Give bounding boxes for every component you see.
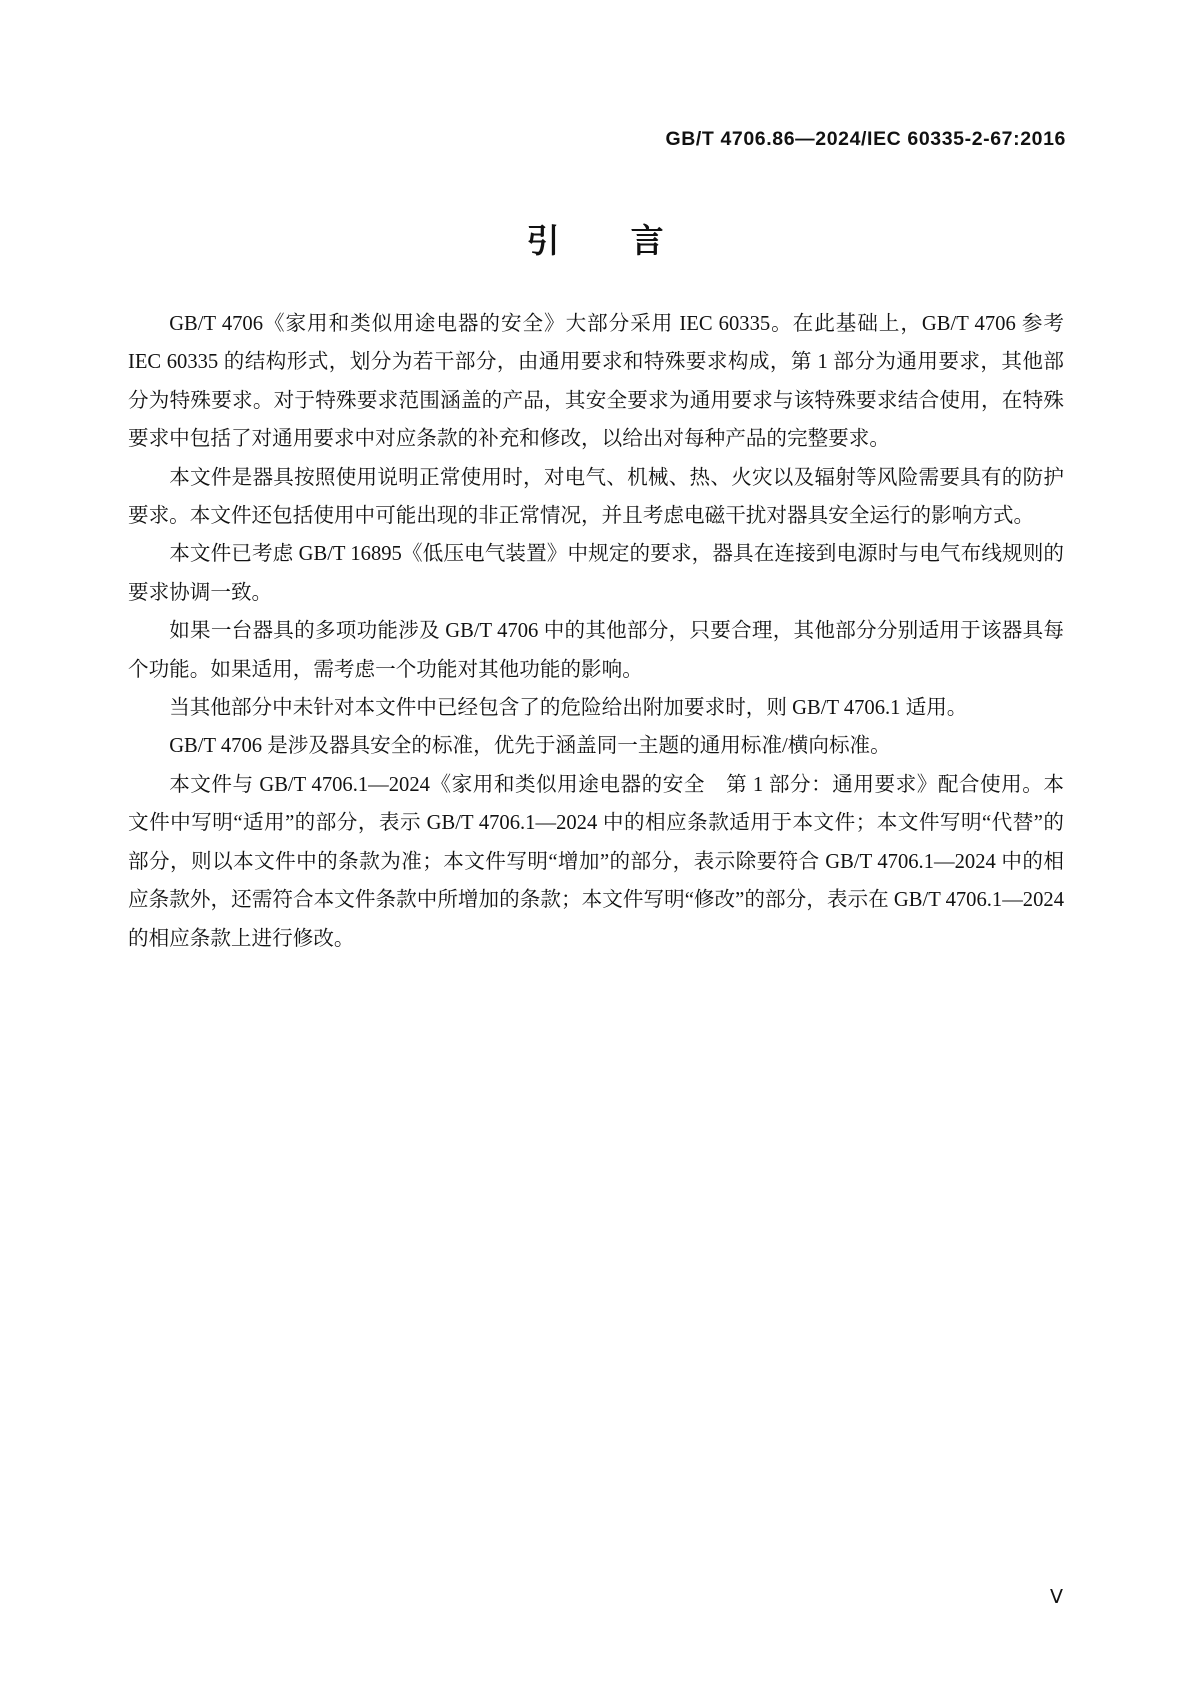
page-title-char-1: 引 — [526, 221, 561, 260]
paragraph: 如果一台器具的多项功能涉及 GB/T 4706 中的其他部分，只要合理，其他部分分别适用于该器具每个功能。如果适用，需考虑一个功能对其他功能的影响。 — [128, 620, 1064, 681]
introduction-body — [128, 305, 1064, 958]
paragraph: 本文件是器具按照使用说明正常使用时，对电气、机械、热、火灾以及辐射等风险需要具有的防护要求。本文件还包括使用中可能出现的非正常情况，并且考虑电磁干扰对器具安全运行的影响方式。 — [128, 466, 1064, 528]
paragraph: GB/T 4706 是涉及器具安全的标准，优先于涵盖同一主题的通用标准/横向标准。 — [169, 735, 891, 758]
paragraph: GB/T 4706《家用和类似用途电器的安全》大部分采用 IEC 60335。在此基础上，GB/T 4706 参考 IEC 60335 的结构形式，划分为若干部分，由通用要求和特殊要求构成，第 1 部分为通用要求，其他部分为特殊要求。对于特殊要求范围涵盖的产品，其安全要求为通用要求与该特殊要求结合使用，在特殊要求中包括了对通用要求中对应条款的补充和修改，以给出对每种产品的完整要求。 — [128, 313, 1064, 451]
paragraph: 当其他部分中未针对本文件中已经包含了的危险给出附加要求时，则 GB/T 4706.1 适用。 — [169, 697, 968, 720]
paragraph: 本文件已考虑 GB/T 16895《低压电气装置》中规定的要求，器具在连接到电源时与电气布线规则的要求协调一致。 — [128, 543, 1064, 604]
page-title — [0, 215, 1191, 262]
page-number: Ⅴ — [1050, 1587, 1063, 1608]
paragraph: 本文件与 GB/T 4706.1—2024《家用和类似用途电器的安全 第 1 部分：通用要求》配合使用。本文件中写明“适用”的部分，表示 GB/T 4706.1—2024 中的相应条款适用于本文件；本文件写明“代替”的部分，则以本文件中的条款为准；本文件写明“增加”的部分，表示除要符合 GB/T 4706.1—2024 中的相应条款外，还需符合本文件条款中所增加的条款；本文件写明“修改”的部分，表示在 GB/T 4706.1—2024 的相应条款上进行修改。 — [128, 773, 1064, 950]
page-title-char-2: 言 — [630, 221, 665, 260]
running-head: GB/T 4706.86—2024/IEC 60335-2-67:2016 — [665, 128, 1066, 150]
